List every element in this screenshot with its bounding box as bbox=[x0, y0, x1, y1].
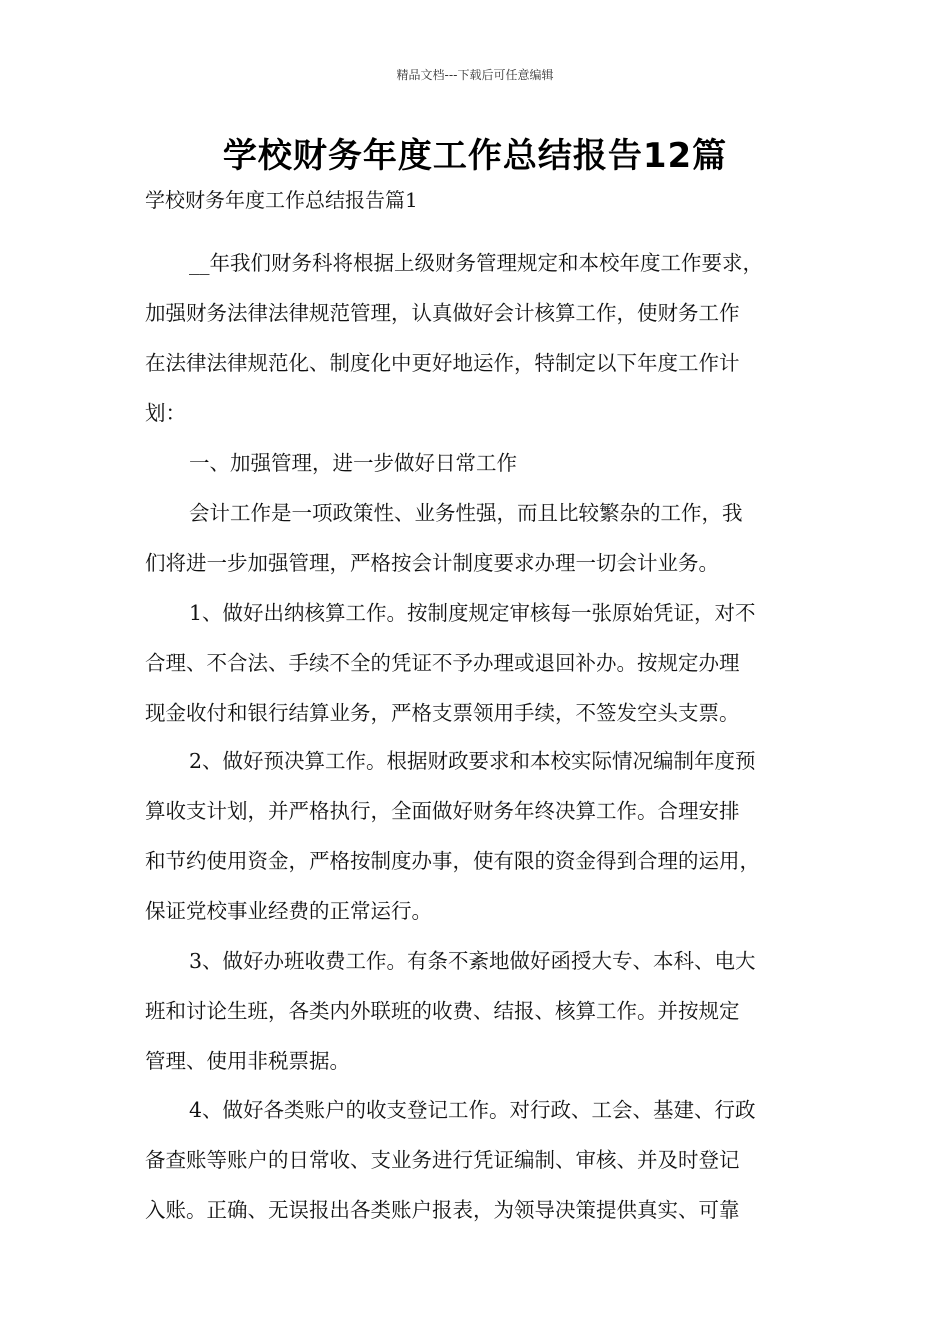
paragraph-line: 管理、使用非税票据。 bbox=[145, 1049, 350, 1073]
paragraph-item-3 bbox=[145, 936, 825, 1086]
paragraph-line: 保证党校事业经费的正常运行。 bbox=[145, 899, 432, 923]
paragraph-line: 1、做好出纳核算工作。按制度规定审核每一张原始凭证，对不 bbox=[189, 601, 756, 625]
paragraph-line: 加强财务法律法律规范管理，认真做好会计核算工作，使财务工作 bbox=[145, 301, 740, 325]
paragraph-line: __年我们财务科将根据上级财务管理规定和本校年度工作要求， bbox=[189, 251, 763, 275]
heading-line: 一、加强管理，进一步做好日常工作 bbox=[189, 451, 517, 475]
paragraph-line: 会计工作是一项政策性、业务性强，而且比较繁杂的工作，我 bbox=[189, 501, 743, 525]
paragraph-line: 班和讨论生班，各类内外联班的收费、结报、核算工作。并按规定 bbox=[145, 999, 740, 1023]
paragraph-line: 和节约使用资金，严格按制度办事，使有限的资金得到合理的运用， bbox=[145, 849, 760, 873]
paragraph-line: 在法律法律规范化、制度化中更好地运作，特制定以下年度工作计 bbox=[145, 351, 740, 375]
header-note: 精品文档---下载后可任意编辑 bbox=[396, 68, 554, 82]
paragraph-line: 合理、不合法、手续不全的凭证不予办理或退回补办。按规定办理 bbox=[145, 651, 740, 675]
paragraph-accounting bbox=[145, 488, 825, 588]
paragraph-item-2 bbox=[145, 736, 825, 936]
section-subtitle: 学校财务年度工作总结报告篇1 bbox=[145, 188, 418, 212]
paragraph-line: 4、做好各类账户的收支登记工作。对行政、工会、基建、行政 bbox=[189, 1098, 756, 1122]
paragraph-intro bbox=[145, 238, 825, 438]
paragraph-line: 划： bbox=[145, 401, 186, 425]
paragraph-line: 2、做好预决算工作。根据财政要求和本校实际情况编制年度预 bbox=[189, 749, 756, 773]
paragraph-line: 3、做好办班收费工作。有条不紊地做好函授大专、本科、电大 bbox=[189, 949, 756, 973]
paragraph-line: 现金收付和银行结算业务，严格支票领用手续，不签发空头支票。 bbox=[145, 701, 740, 725]
document-title: 学校财务年度工作总结报告12篇 bbox=[222, 136, 728, 176]
paragraph-line: 备查账等账户的日常收、支业务进行凭证编制、审核、并及时登记 bbox=[145, 1148, 740, 1172]
paragraph-item-1 bbox=[145, 588, 825, 738]
section-heading bbox=[145, 438, 825, 488]
paragraph-line: 们将进一步加强管理，严格按会计制度要求办理一切会计业务。 bbox=[145, 551, 719, 575]
paragraph-line: 入账。正确、无误报出各类账户报表，为领导决策提供真实、可靠 bbox=[145, 1198, 740, 1222]
paragraph-item-4 bbox=[145, 1085, 825, 1235]
paragraph-line: 算收支计划，并严格执行，全面做好财务年终决算工作。合理安排 bbox=[145, 799, 740, 823]
